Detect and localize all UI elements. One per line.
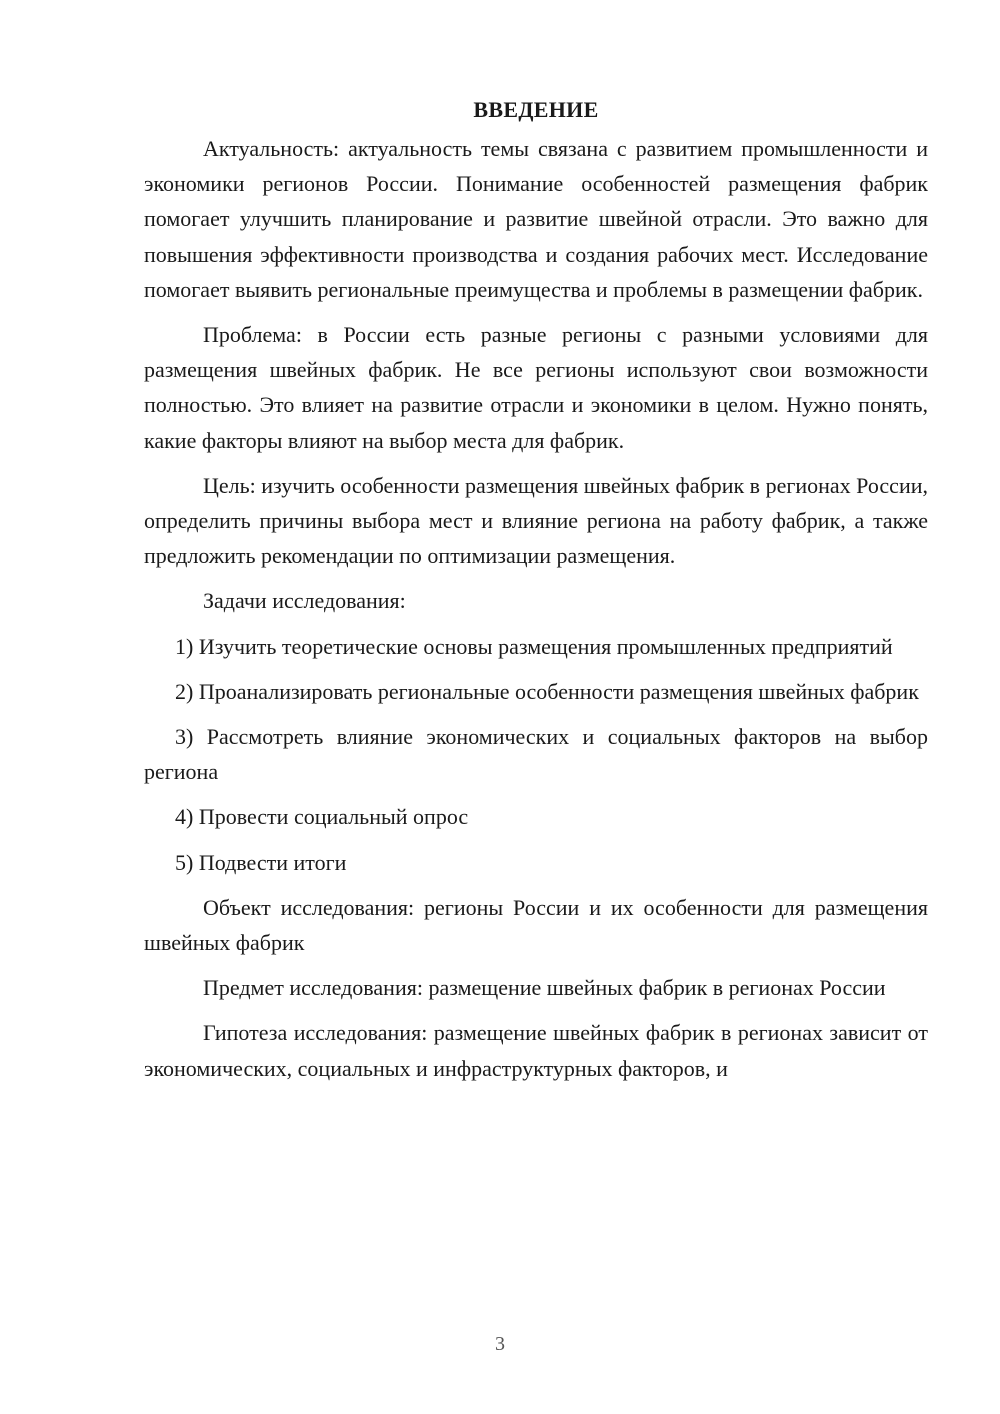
paragraph-subject: Предмет исследования: размещение швейных фабрик в регионах России	[203, 975, 886, 1001]
task-item-5: 5) Подвести итоги	[175, 849, 347, 875]
page-number: 3	[495, 1333, 505, 1355]
paragraph-problem: Проблема: в России есть разные регионы с разными условиями для размещения швейных фабрик. Не все регионы используют свои возможности полностью. Это влияет на развитие отрасли и экономики в целом. Нужно понять, какие факторы влияют на выбор места для фабрик.	[144, 322, 928, 453]
paragraph-object: Объект исследования: регионы России и их особенности для размещения швейных фабрик	[144, 894, 928, 956]
task-item-2: 2) Проанализировать региональные особенности размещения швейных фабрик	[175, 678, 919, 704]
paragraph-goal: Цель: изучить особенности размещения швейных фабрик в регионах России, определить причины выбора мест и влияние региона на работу фабрик, а также предложить рекомендации по оптимизации размещения.	[144, 472, 928, 569]
task-item-4: 4) Провести социальный опрос	[175, 804, 469, 830]
paragraph-hypothesis: Гипотеза исследования: размещение швейных фабрик в регионах зависит от экономических, социальных и инфраструктурных факторов, и	[144, 1020, 928, 1081]
task-item-3: 3) Рассмотреть влияние экономических и социальных факторов на выбор региона	[144, 724, 928, 785]
paragraph-relevance: Актуальность: актуальность темы связана с развитием промышленности и экономики регионов России. Понимание особенностей размещения фабрик помогает улучшить планирование и развитие швейной отрасли. Это важно для повышения эффективности производства и создания рабочих мест. Исследование помогает выявить региональные преимущества и проблемы в размещении фабрик.	[144, 136, 928, 302]
paragraph-tasks-title: Задачи исследования:	[203, 588, 406, 614]
task-item-1: 1) Изучить теоретические основы размещения промышленных предприятий	[175, 633, 893, 659]
section-heading: ВВЕДЕНИЕ	[473, 97, 599, 122]
document-page	[144, 93, 928, 1096]
